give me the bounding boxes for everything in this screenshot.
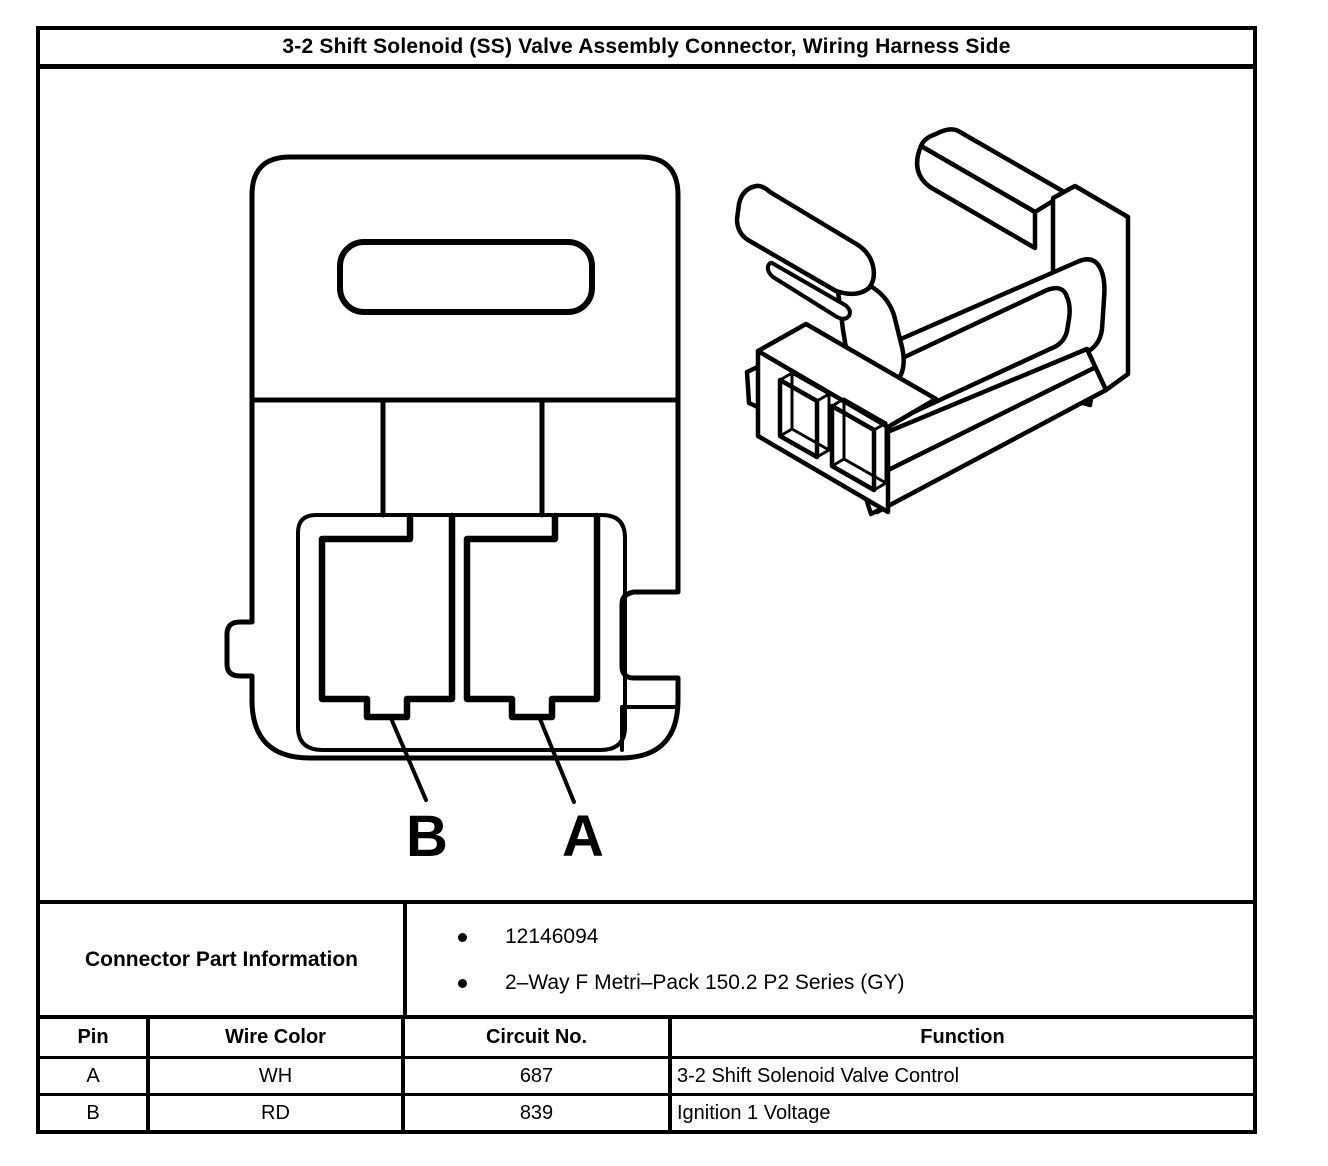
header-wire-color: Wire Color — [150, 1019, 405, 1056]
table-row-pin-a — [40, 1056, 1253, 1093]
pin-label-b: B — [406, 804, 448, 869]
cell-pin: B — [40, 1096, 150, 1130]
header-function: Function — [920, 1026, 1005, 1048]
connector-diagram-svg — [40, 69, 1253, 900]
isometric-view-drawing — [737, 129, 1128, 514]
cell-function: 3-2 Shift Solenoid Valve Control — [677, 1064, 960, 1087]
iso-lock-lever — [737, 186, 874, 294]
cell-pin: A — [40, 1059, 150, 1093]
front-view-drawing — [227, 157, 678, 802]
part-number-item — [407, 914, 1253, 960]
pin-label-a: A — [562, 804, 604, 869]
connector-diagram-area — [40, 69, 1253, 904]
page-title-text: 3-2 Shift Solenoid (SS) Valve Assembly Connector, Wiring Harness Side — [282, 35, 1011, 58]
part-number-text: 12146094 — [505, 925, 599, 948]
cell-wire-color: RD — [150, 1096, 405, 1130]
outer-table-frame — [36, 26, 1257, 1134]
cell-circuit-no: 839 — [405, 1096, 672, 1130]
cell-function: Ignition 1 Voltage — [677, 1101, 831, 1124]
table-row-pin-b — [40, 1093, 1253, 1130]
header-pin: Pin — [40, 1019, 150, 1056]
part-series-item — [407, 960, 1253, 1006]
connector-part-info-bullets — [407, 904, 1253, 1015]
cell-wire-color: WH — [150, 1059, 405, 1093]
connector-part-info-label: Connector Part Information — [40, 904, 407, 1015]
bullet-icon — [458, 979, 467, 988]
part-series-text: 2–Way F Metri–Pack 150.2 P2 Series (GY) — [505, 971, 905, 994]
cell-circuit-no: 687 — [405, 1059, 672, 1093]
bullet-icon — [458, 933, 467, 942]
header-circuit-no: Circuit No. — [405, 1019, 672, 1056]
front-lock-slot — [340, 242, 592, 312]
pin-table-header — [40, 1019, 1253, 1056]
connector-part-info-row — [40, 904, 1253, 1019]
page-title — [40, 30, 1253, 69]
